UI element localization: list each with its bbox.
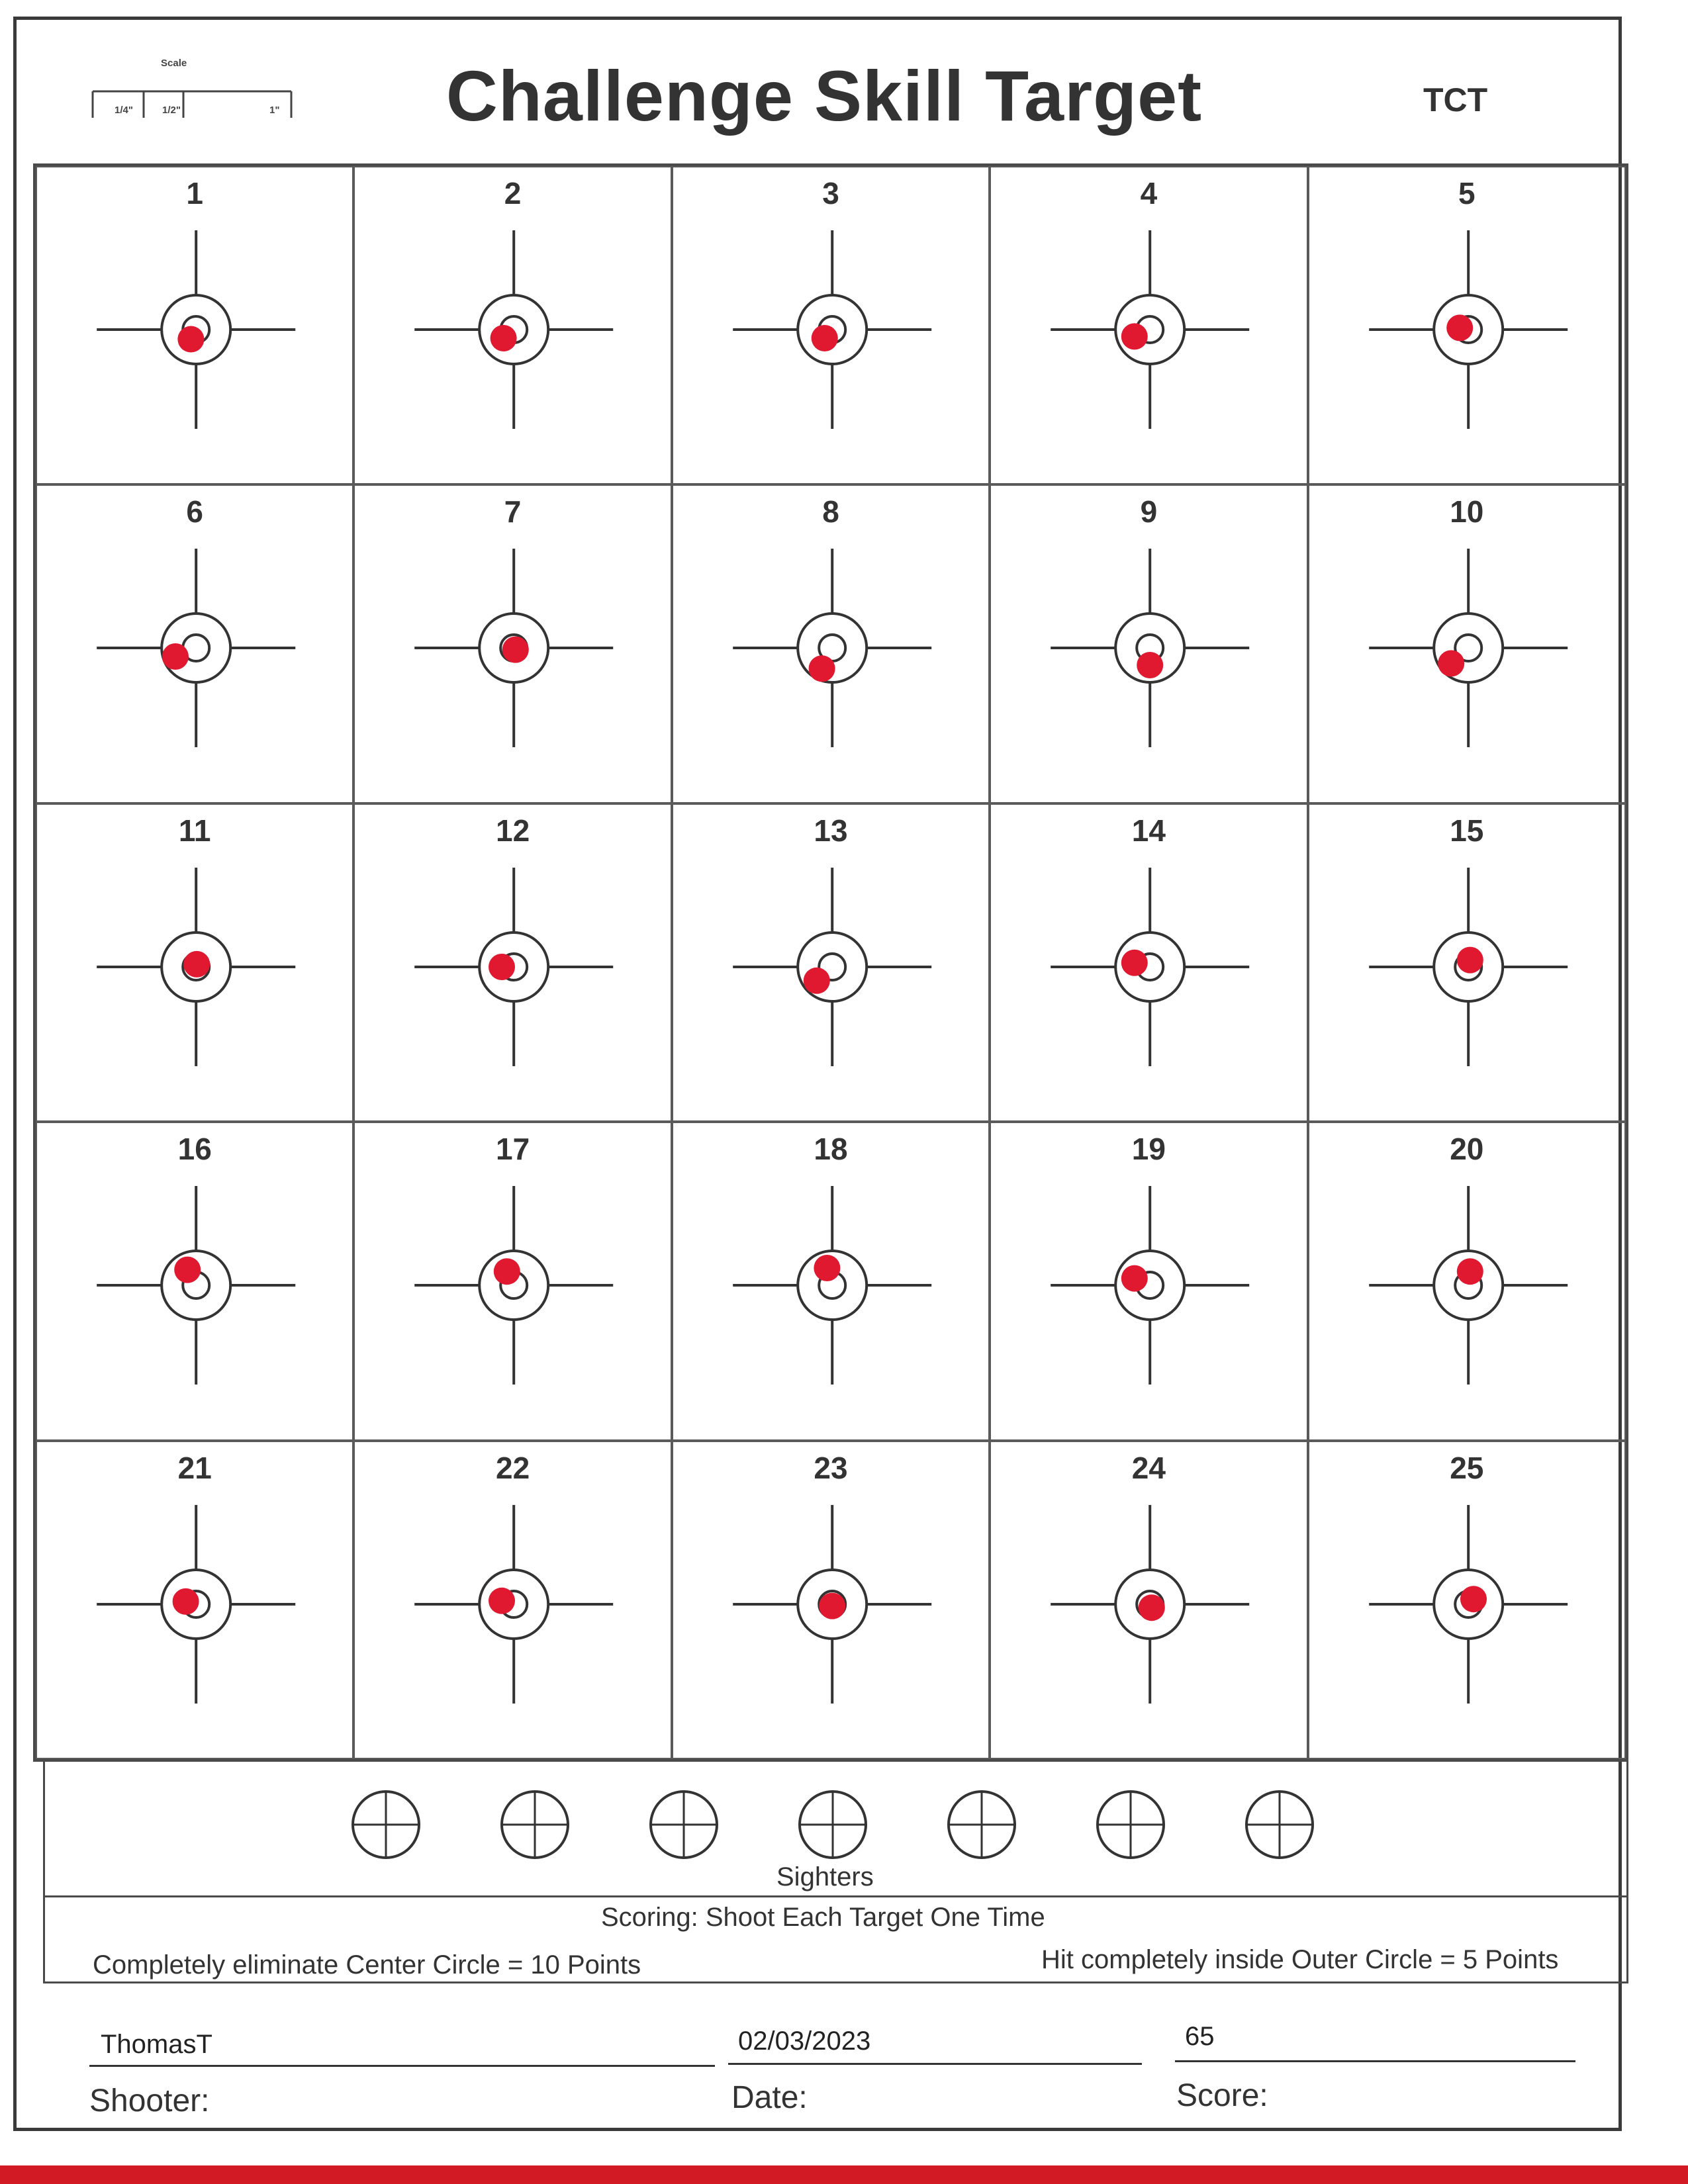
target-cell-20	[1308, 1122, 1626, 1440]
bullet-hole	[1137, 652, 1163, 678]
target-crosshair	[355, 486, 673, 804]
scoring-box	[43, 1897, 1628, 1983]
target-number: 6	[186, 494, 203, 529]
target-number: 15	[1450, 813, 1484, 848]
sighter-target	[1243, 1788, 1316, 1861]
sighter-target	[498, 1788, 571, 1861]
target-number: 2	[504, 176, 522, 210]
scale-label: Scale	[161, 58, 187, 69]
shooter-value[interactable]: ThomasT	[101, 2030, 212, 2059]
target-crosshair	[673, 167, 991, 486]
target-crosshair	[673, 486, 991, 804]
target-crosshair	[37, 486, 355, 804]
bullet-hole	[804, 968, 830, 994]
target-cell-14	[990, 803, 1307, 1122]
target-cell-15	[1308, 803, 1626, 1122]
bottom-red-bar	[0, 2165, 1688, 2184]
target-cell-11	[36, 803, 353, 1122]
scoring-title: Scoring: Shoot Each Target One Time	[601, 1903, 1045, 1932]
bullet-hole	[812, 325, 838, 351]
bullet-hole	[1446, 314, 1473, 341]
target-cell-19	[990, 1122, 1307, 1440]
target-cell-7	[353, 484, 671, 803]
center-circle-rule: Completely eliminate Center Circle = 10 Points	[93, 1950, 641, 1979]
target-cell-24	[990, 1441, 1307, 1759]
target-cell-22	[353, 1441, 671, 1759]
result-fields	[43, 1983, 1628, 2149]
target-cell-16	[36, 1122, 353, 1440]
date-line	[728, 2063, 1142, 2065]
target-number: 14	[1131, 813, 1166, 848]
sighters-row	[43, 1762, 1628, 1897]
target-cell-4	[990, 166, 1307, 484]
bullet-hole	[1438, 651, 1464, 677]
bullet-hole	[1460, 1586, 1487, 1612]
target-number: 10	[1450, 494, 1484, 529]
target-cell-5	[1308, 166, 1626, 484]
target-crosshair	[355, 1442, 673, 1760]
target-number: 16	[177, 1132, 212, 1167]
target-crosshair	[37, 1123, 355, 1441]
sighters-label: Sighters	[776, 1862, 874, 1891]
bullet-hole	[162, 643, 189, 670]
target-crosshair	[355, 805, 673, 1123]
target-crosshair	[1309, 805, 1627, 1123]
target-number: 19	[1131, 1132, 1166, 1167]
target-cell-9	[990, 484, 1307, 803]
target-number: 25	[1450, 1450, 1484, 1485]
scale-mark-inch: 1"	[269, 105, 280, 116]
bullet-hole	[173, 1588, 199, 1614]
scale-mark-quarter: 1/4"	[115, 105, 133, 116]
target-cell-3	[672, 166, 990, 484]
target-cell-17	[353, 1122, 671, 1440]
target-number: 5	[1458, 176, 1476, 210]
target-cell-6	[36, 484, 353, 803]
target-number: 24	[1131, 1450, 1166, 1485]
bullet-hole	[1121, 950, 1148, 976]
sighter-target	[350, 1788, 422, 1861]
target-crosshair	[37, 1442, 355, 1760]
target-crosshair	[355, 167, 673, 486]
shooter-line	[89, 2065, 715, 2067]
bullet-hole	[177, 326, 204, 353]
target-number: 22	[496, 1450, 530, 1485]
target-cell-13	[672, 803, 990, 1122]
target-number: 17	[496, 1132, 530, 1167]
bullet-hole	[1121, 1265, 1148, 1292]
shooter-label: Shooter:	[89, 2083, 210, 2118]
score-line	[1175, 2060, 1575, 2062]
bullet-hole	[489, 1587, 515, 1614]
date-label: Date:	[731, 2080, 808, 2115]
date-value[interactable]: 02/03/2023	[738, 2026, 871, 2056]
bullet-hole	[1456, 946, 1483, 973]
target-sheet	[13, 17, 1622, 2131]
target-cell-8	[672, 484, 990, 803]
score-label: Score:	[1176, 2078, 1268, 2113]
bullet-hole	[183, 951, 210, 978]
target-number: 8	[822, 494, 839, 529]
page-title: Challenge Skill Target	[445, 56, 1203, 136]
bullet-hole	[819, 1592, 845, 1619]
target-number: 12	[496, 813, 530, 848]
bullet-hole	[489, 954, 515, 980]
bullet-hole	[1121, 323, 1148, 349]
target-cell-18	[672, 1122, 990, 1440]
sighter-target	[945, 1788, 1018, 1861]
target-crosshair	[1309, 1442, 1627, 1760]
target-cell-12	[353, 803, 671, 1122]
bullet-hole	[814, 1255, 840, 1281]
target-crosshair	[1309, 167, 1627, 486]
target-number: 4	[1140, 176, 1158, 210]
target-crosshair	[37, 805, 355, 1123]
target-number: 9	[1140, 494, 1158, 529]
target-number: 1	[186, 176, 203, 210]
target-crosshair	[1309, 1123, 1627, 1441]
target-cell-25	[1308, 1441, 1626, 1759]
bullet-hole	[1456, 1258, 1483, 1285]
target-cell-1	[36, 166, 353, 484]
bullet-hole	[174, 1257, 201, 1283]
target-number: 20	[1450, 1132, 1484, 1167]
sighter-target	[647, 1788, 720, 1861]
scale-mark-half: 1/2"	[162, 105, 181, 116]
score-value[interactable]: 65	[1185, 2022, 1215, 2051]
target-code: TCT	[1423, 81, 1488, 118]
target-cell-10	[1308, 484, 1626, 803]
bullet-hole	[1139, 1594, 1165, 1621]
sighter-target	[796, 1788, 869, 1861]
target-crosshair	[991, 1123, 1309, 1441]
target-number: 13	[814, 813, 848, 848]
target-grid	[33, 163, 1628, 1762]
target-crosshair	[1309, 486, 1627, 804]
target-crosshair	[991, 1442, 1309, 1760]
target-cell-2	[353, 166, 671, 484]
target-crosshair	[355, 1123, 673, 1441]
target-crosshair	[673, 1442, 991, 1760]
target-number: 7	[504, 494, 522, 529]
target-crosshair	[991, 167, 1309, 486]
target-crosshair	[673, 805, 991, 1123]
target-number: 11	[178, 813, 211, 848]
bullet-hole	[502, 637, 529, 663]
target-cell-23	[672, 1441, 990, 1759]
bullet-hole	[491, 325, 517, 351]
target-number: 21	[177, 1450, 212, 1485]
target-number: 3	[822, 176, 839, 210]
target-crosshair	[991, 805, 1309, 1123]
target-crosshair	[991, 486, 1309, 804]
target-cell-21	[36, 1441, 353, 1759]
target-crosshair	[673, 1123, 991, 1441]
target-number: 18	[814, 1132, 848, 1167]
sighter-target	[1094, 1788, 1167, 1861]
bullet-hole	[808, 656, 835, 682]
outer-circle-rule: Hit completely inside Outer Circle = 5 Points	[1041, 1945, 1559, 1974]
target-crosshair	[37, 167, 355, 486]
bullet-hole	[494, 1258, 520, 1285]
target-number: 23	[814, 1450, 848, 1485]
